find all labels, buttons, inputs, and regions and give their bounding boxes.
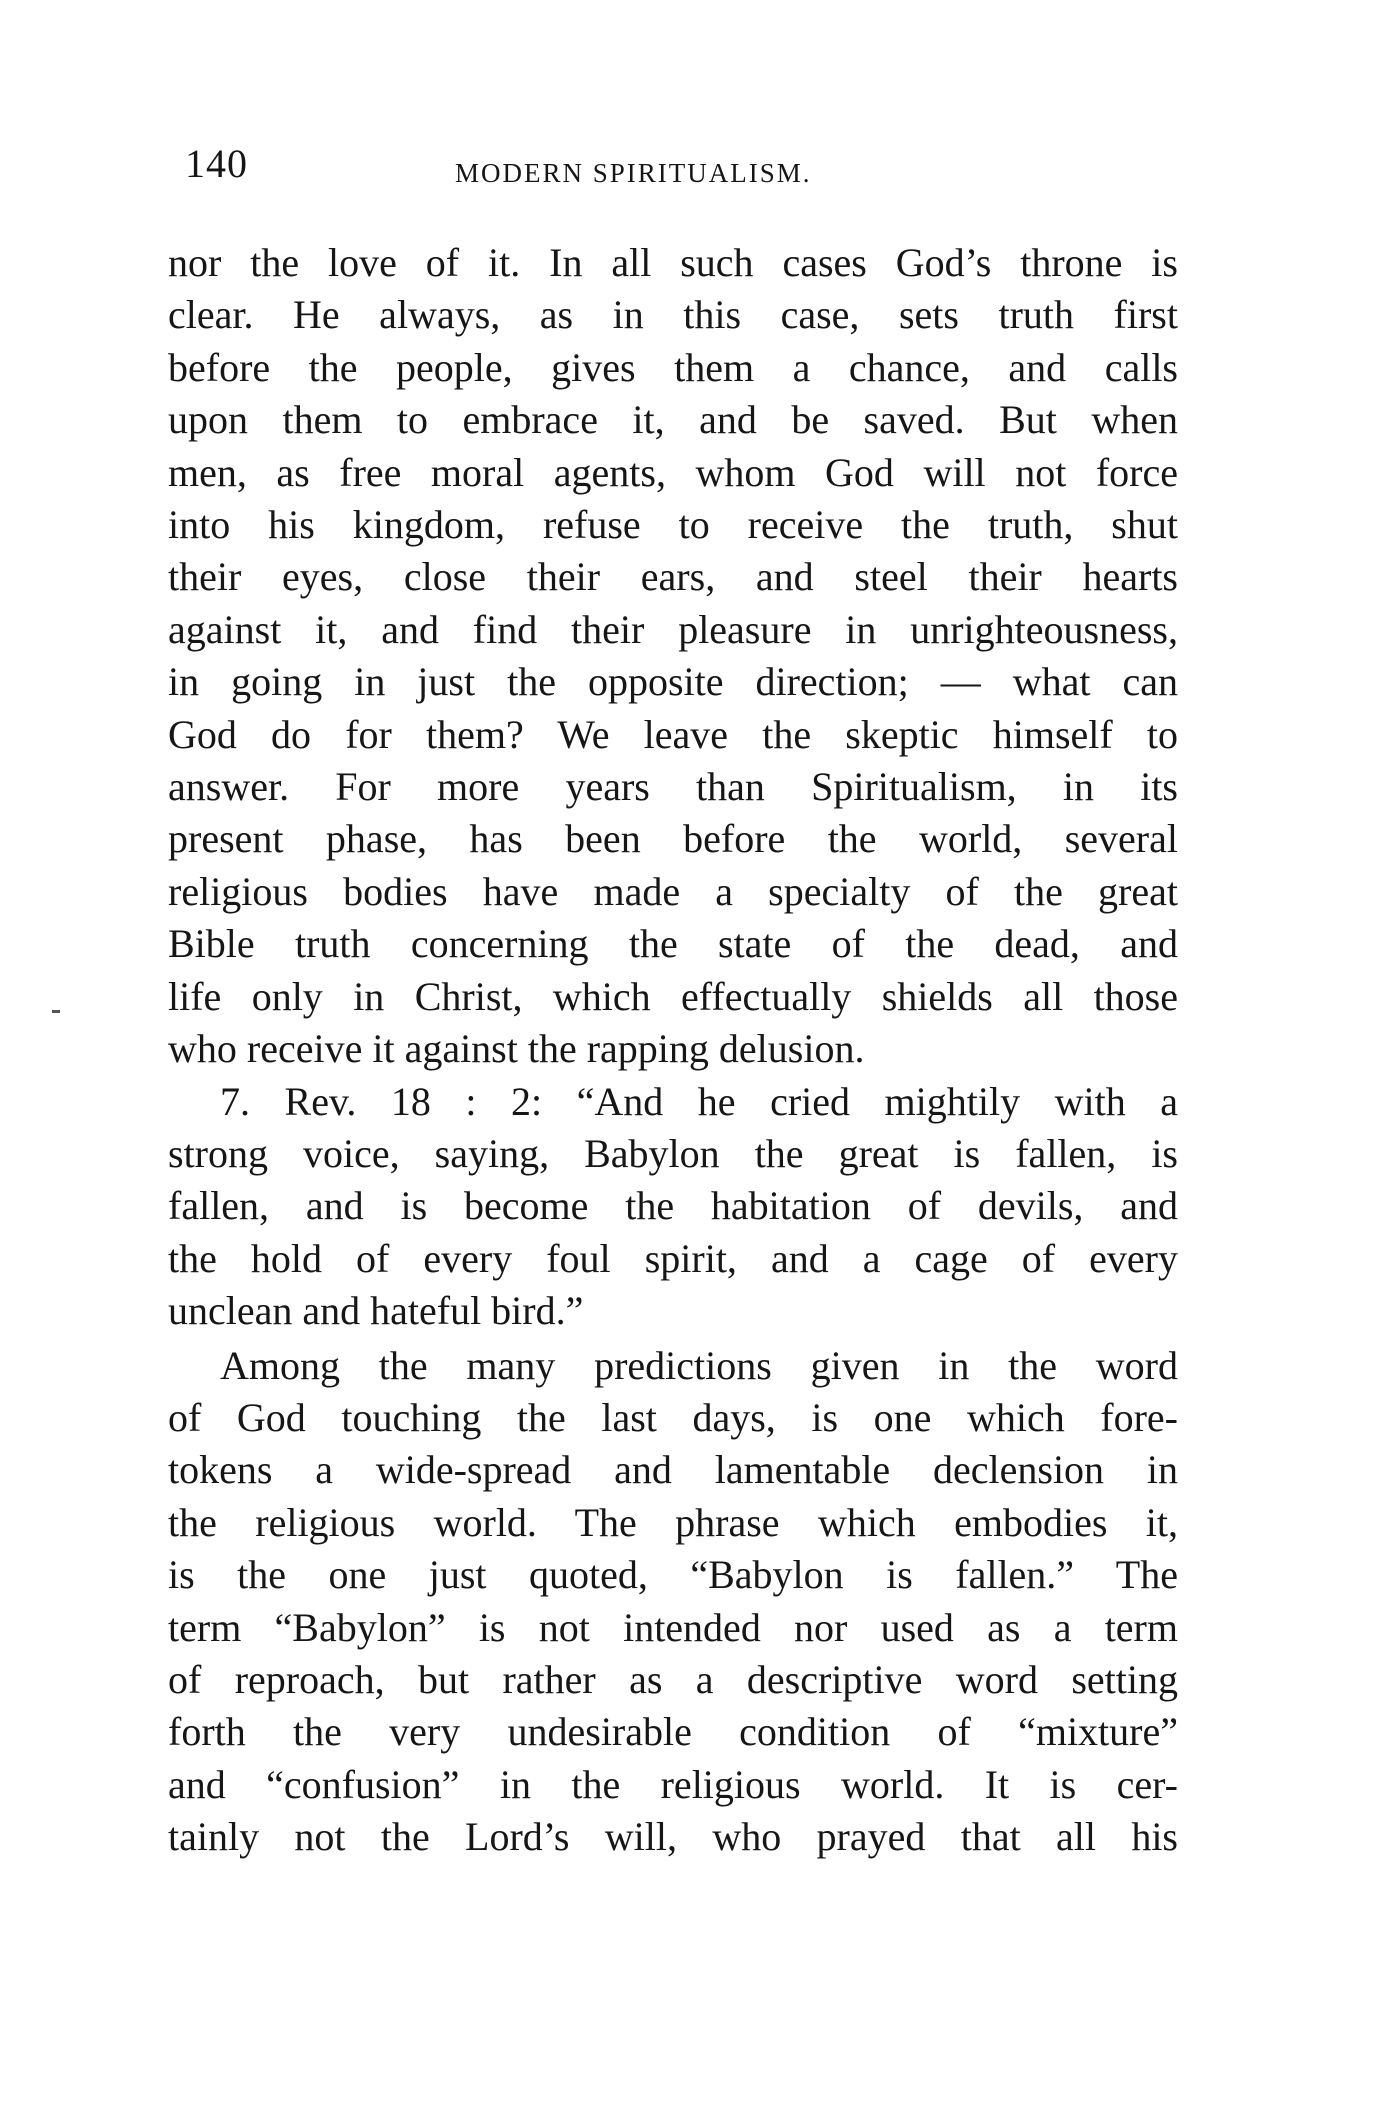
text-line: of God touching the last days, is one which fore- xyxy=(168,1394,1178,1440)
text-line: and “confusion” in the religious world. It is cer- xyxy=(168,1761,1178,1807)
text-line: tainly not the Lord’s will, who prayed that all his xyxy=(168,1814,1178,1860)
text-line: men, as free moral agents, whom God will not force xyxy=(168,449,1178,495)
text-line: is the one just quoted, “Babylon is fallen.” The xyxy=(168,1552,1178,1598)
text-line: strong voice, saying, Babylon the great is fallen, is xyxy=(168,1130,1178,1176)
text-line: God do for them? We leave the skeptic himself to xyxy=(168,711,1178,757)
text-line: tokens a wide-spread and lamentable declension in xyxy=(168,1447,1178,1493)
text-line: fallen, and is become the habitation of devils, and xyxy=(168,1183,1178,1229)
text-line: in going in just the opposite direction; — what can xyxy=(168,659,1178,705)
text-line: clear. He always, as in this case, sets truth first xyxy=(168,292,1178,338)
text-line: religious bodies have made a specialty of the great xyxy=(168,868,1178,914)
text-line: of reproach, but rather as a descriptive word setting xyxy=(168,1656,1178,1702)
text-line: unclean and hateful bird.” xyxy=(168,1288,584,1334)
text-line: the religious world. The phrase which embodies it, xyxy=(168,1499,1178,1545)
margin-mark xyxy=(52,1010,60,1013)
paragraph-2 xyxy=(168,1076,1178,1338)
running-head: MODERN SPIRITUALISM. xyxy=(455,158,812,188)
text-line: Among the many predictions given in the word xyxy=(220,1342,1178,1388)
text-line: forth the very undesirable condition of “mixture” xyxy=(168,1709,1178,1755)
text-line: present phase, has been before the world, several xyxy=(168,816,1178,862)
page-number: 140 xyxy=(185,141,248,186)
text-line: into his kingdom, refuse to receive the truth, shut xyxy=(168,502,1178,548)
body-text xyxy=(168,237,1178,1864)
text-line: upon them to embrace it, and be saved. But when xyxy=(168,397,1178,443)
text-line: before the people, gives them a chance, and calls xyxy=(168,344,1178,390)
page-header xyxy=(185,140,1195,200)
text-line: their eyes, close their ears, and steel their hearts xyxy=(168,554,1178,600)
paragraph-3 xyxy=(168,1340,1178,1864)
text-line: term “Babylon” is not intended nor used as a term xyxy=(168,1604,1178,1650)
text-line: nor the love of it. In all such cases God’s throne is xyxy=(168,240,1178,285)
text-line: Bible truth concerning the state of the dead, and xyxy=(168,921,1178,967)
text-line: 7. Rev. 18 : 2: “And he cried mightily with a xyxy=(220,1078,1178,1124)
text-line: who receive it against the rapping delusion. xyxy=(168,1026,865,1072)
paragraph-1 xyxy=(168,237,1178,1076)
text-line: life only in Christ, which effectually shields all those xyxy=(168,973,1178,1019)
text-line: answer. For more years than Spiritualism, in its xyxy=(168,764,1178,810)
text-line: the hold of every foul spirit, and a cage of every xyxy=(168,1235,1178,1281)
text-line: against it, and find their pleasure in unrighteousness, xyxy=(168,606,1178,652)
